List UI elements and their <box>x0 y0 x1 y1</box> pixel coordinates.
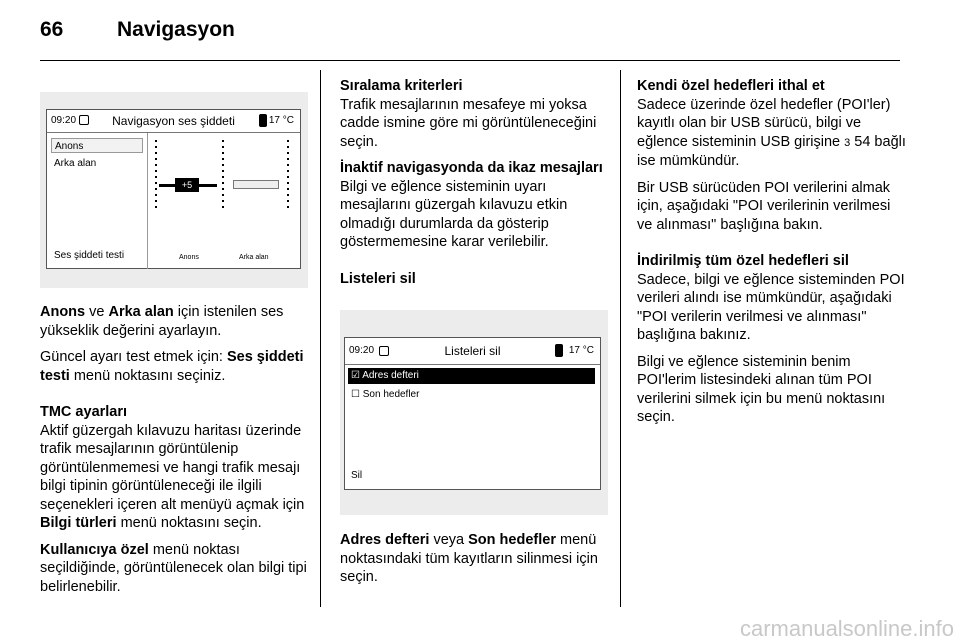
clock-text: 09:20 <box>349 345 375 356</box>
temperature-icon <box>555 344 563 357</box>
column-2 <box>340 77 615 288</box>
paragraph-delete-howto: Bilgi ve eğlence sisteminin benim POI'lerim listesindeki alınan tüm POI verilerini silmek için bu menü noktasını seçin. <box>637 353 886 425</box>
heading-sort: Sıralama kriterleri <box>340 78 463 94</box>
scale-dots-1 <box>155 140 157 210</box>
menu-divider <box>147 133 148 269</box>
paragraph-test: Güncel ayarı test etmek için: Ses şiddeti testi menü noktasını seçiniz. <box>40 349 304 384</box>
heading-delete-poi: İndirilmiş tüm özel hedefleri sil <box>637 253 849 269</box>
column-1 <box>40 303 310 604</box>
menu-item-recent-destinations[interactable]: ☐ Son hedefler <box>351 389 420 400</box>
paragraph-sort: Trafik mesajlarının mesafeye mi yoksa cadde ismine göre mi görüntüleneceğini seçin. <box>340 96 597 150</box>
paragraph-import-howto: Bir USB sürücüden POI verilerini almak için, aşağıdaki "POI verilerinin verilmesi ve alınması" başlığına bakın. <box>637 179 891 233</box>
menu-item-anons[interactable]: Anons <box>51 138 143 153</box>
watermark: carmanualsonline.info <box>739 616 954 641</box>
temperature-icon <box>259 114 267 127</box>
slider-arka-alan[interactable] <box>233 180 279 189</box>
paragraph-anons: Anons ve Arka alan için istenilen ses yükseklik değerini ayarlayın. <box>40 304 284 339</box>
page-number: 66 <box>40 18 64 41</box>
heading-tmc: TMC ayarları <box>40 404 128 420</box>
menu-item-volume-test[interactable]: Ses şiddeti testi <box>54 250 125 261</box>
heading-delete-lists: Listeleri sil <box>340 270 416 287</box>
column-3 <box>637 77 907 435</box>
screenshot-panel-delete <box>340 310 608 515</box>
paragraph-custom: Kullanıcıya özel menü noktası seçildiğinde, görüntülenecek olan bilgi tipi belirlenebilir. <box>40 541 307 595</box>
menu-item-delete[interactable]: Sil <box>351 470 363 481</box>
paragraph-inactive: Bilgi ve eğlence sisteminin uyarı mesajlarını güzergah kılavuzu etkin olmadığı durumlarda da gösterip göstermemesine karar verilebilir. <box>340 178 568 250</box>
menu-item-arka-alan[interactable]: Arka alan <box>54 158 97 169</box>
screen-title: Navigasyon ses şiddeti <box>112 114 235 128</box>
status-bar <box>47 110 300 133</box>
paragraph-import-usb: Sadece üzerinde özel hedefler (POI'ler) kayıtlı olan bir USB sürücü, bilgi ve eğlence sisteminin USB girişine 3 54 bağlı ise mümkündür. <box>637 96 906 169</box>
label-arka-alan: Arka alan <box>239 254 269 261</box>
column-divider-2 <box>620 70 621 607</box>
status-bar <box>345 338 600 365</box>
screen-title: Listeleri sil <box>444 344 501 358</box>
section-title: Navigasyon <box>117 18 235 41</box>
screenshot-panel-volume <box>40 92 308 288</box>
temperature-text: 17 °C <box>268 115 294 126</box>
heading-import-poi: Kendi özel hedefleri ithal et <box>637 78 825 94</box>
paragraph-delete-condition: Sadece, bilgi ve eğlence sisteminden POI verileri alındı ise mümkündür, aşağıdaki "POI verilerin verilmesi ve alınması" başlığına bakınız. <box>637 271 905 343</box>
volume-screen <box>46 109 301 269</box>
column-divider-1 <box>320 70 321 607</box>
clock-text: 09:20 <box>51 115 77 126</box>
menu-item-address-book[interactable]: ☑ Adres defteri <box>348 368 595 384</box>
scale-dots-3 <box>287 140 289 210</box>
heading-inactive: İnaktif navigasyonda da ikaz mesajları <box>340 160 603 176</box>
scale-dots-2 <box>222 140 224 210</box>
paragraph-delete-lists: Adres defteri veya Son hedefler menü noktasındaki tüm kayıtların silinmesi için seçin. <box>340 532 598 585</box>
paragraph-tmc: Aktif güzergah kılavuzu haritası üzerinde trafik mesajlarının görüntülenip görüntülenmemesi ve hangi trafik mesajı bilgi tipinin görüntüleneceği ile ilgili seçenekleri içeren alt menüyü açmak için Bilgi türleri menü noktasını seçin. <box>40 422 305 531</box>
header-rule <box>40 60 900 61</box>
reference-arrow-icon: 3 <box>844 136 851 149</box>
slider-anons-value[interactable]: +5 <box>175 178 199 192</box>
delete-screen <box>344 337 601 490</box>
label-anons: Anons <box>179 254 199 261</box>
column-2-bottom <box>340 531 612 595</box>
temperature-text: 17 °C <box>568 345 594 356</box>
